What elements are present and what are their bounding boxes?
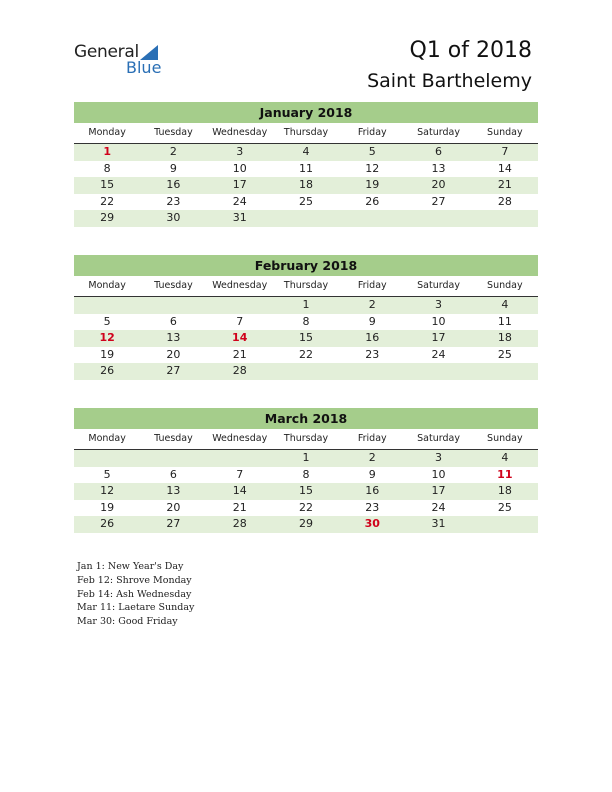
week-row — [74, 161, 538, 178]
weekday-label: Friday — [357, 280, 387, 291]
day-cell: 8 — [302, 467, 310, 481]
logo-text-blue: Blue — [126, 58, 162, 77]
day-cell: 24 — [431, 500, 446, 514]
day-cell: 21 — [232, 500, 247, 514]
day-cell: 16 — [166, 178, 181, 191]
weekday-label: Thursday — [283, 127, 329, 138]
day-cell: 16 — [365, 331, 380, 344]
holiday-day-cell: 11 — [497, 467, 513, 481]
month-title: February 2018 — [74, 255, 538, 276]
month-calendar-march — [74, 408, 538, 533]
weekday-label: Thursday — [283, 280, 329, 291]
day-cell: 7 — [501, 145, 509, 158]
day-cell — [339, 363, 405, 380]
weekday-label: Sunday — [487, 127, 523, 138]
day-cell: 27 — [166, 517, 181, 530]
day-cell — [405, 210, 471, 227]
day-cell: 9 — [169, 161, 177, 175]
day-cell: 28 — [497, 194, 512, 208]
day-cell: 11 — [298, 161, 313, 175]
week-row — [74, 500, 538, 517]
day-cell: 10 — [431, 467, 446, 481]
weekday-label: Saturday — [417, 280, 460, 291]
day-cell — [405, 363, 471, 380]
day-cell: 4 — [501, 451, 509, 464]
day-cell: 2 — [368, 298, 376, 311]
day-cell: 7 — [236, 467, 244, 481]
month-calendar-january — [74, 102, 538, 227]
day-cell — [273, 363, 339, 380]
holiday-day-cell: 14 — [232, 331, 248, 344]
day-cell: 18 — [497, 331, 512, 344]
day-cell: 19 — [365, 178, 380, 191]
day-cell: 26 — [365, 194, 380, 208]
day-cell: 15 — [298, 331, 313, 344]
day-cell: 10 — [431, 314, 446, 328]
weekday-label: Thursday — [283, 433, 329, 444]
day-cell: 20 — [166, 347, 181, 361]
holiday-note: Mar 30: Good Friday — [77, 616, 178, 628]
day-cell: 14 — [497, 161, 512, 175]
week-row — [74, 194, 538, 211]
day-cell — [207, 450, 273, 467]
weekday-label: Friday — [357, 127, 387, 138]
day-cell: 19 — [100, 347, 115, 361]
day-cell: 29 — [298, 517, 313, 530]
day-cell: 30 — [166, 211, 181, 224]
weekday-label: Monday — [88, 127, 126, 138]
holiday-notes — [77, 560, 194, 629]
logo-text-general: General — [74, 42, 139, 62]
week-row — [74, 467, 538, 484]
day-cell: 4 — [501, 298, 509, 311]
month-title: January 2018 — [74, 102, 538, 123]
day-cell: 22 — [298, 347, 313, 361]
day-cell: 24 — [232, 194, 247, 208]
weekday-label: Tuesday — [154, 433, 193, 444]
day-cell: 1 — [302, 298, 310, 311]
day-cell: 10 — [232, 161, 247, 175]
day-cell: 5 — [103, 467, 111, 481]
week-row — [74, 177, 538, 194]
day-cell: 3 — [236, 145, 244, 158]
day-cell: 13 — [166, 484, 181, 497]
day-cell: 9 — [368, 314, 376, 328]
holiday-day-cell: 12 — [99, 331, 115, 344]
day-cell: 27 — [431, 194, 446, 208]
weekday-label: Saturday — [417, 127, 460, 138]
day-cell — [472, 516, 538, 533]
day-cell: 21 — [232, 347, 247, 361]
day-cell: 21 — [497, 178, 512, 191]
month-calendar-february — [74, 255, 538, 380]
weekday-header-row — [74, 429, 538, 450]
day-cell: 18 — [298, 178, 313, 191]
day-cell: 17 — [431, 484, 446, 497]
day-cell: 25 — [497, 500, 512, 514]
day-cell: 17 — [431, 331, 446, 344]
day-cell: 18 — [497, 484, 512, 497]
day-cell: 15 — [100, 178, 115, 191]
day-cell — [140, 450, 206, 467]
day-cell: 11 — [497, 314, 512, 328]
day-cell — [472, 210, 538, 227]
week-row — [74, 297, 538, 314]
day-cell — [472, 363, 538, 380]
day-cell: 15 — [298, 484, 313, 497]
weekday-label: Sunday — [487, 280, 523, 291]
day-cell: 22 — [298, 500, 313, 514]
day-cell: 20 — [166, 500, 181, 514]
week-row — [74, 144, 538, 161]
day-cell: 28 — [232, 517, 247, 530]
day-cell — [339, 210, 405, 227]
page-title: Q1 of 2018 — [409, 38, 532, 63]
day-cell: 31 — [232, 211, 247, 224]
day-cell — [273, 210, 339, 227]
holiday-day-cell: 1 — [103, 145, 111, 158]
weekday-label: Saturday — [417, 433, 460, 444]
day-cell: 7 — [236, 314, 244, 328]
day-cell — [74, 450, 140, 467]
weekday-label: Wednesday — [212, 127, 268, 138]
weekday-label: Wednesday — [212, 433, 268, 444]
weekday-label: Tuesday — [154, 127, 193, 138]
weekday-header-row — [74, 123, 538, 144]
day-cell: 23 — [166, 194, 181, 208]
day-cell: 12 — [100, 484, 115, 497]
day-cell: 4 — [302, 145, 310, 158]
day-cell: 9 — [368, 467, 376, 481]
day-cell: 8 — [302, 314, 310, 328]
day-cell: 28 — [232, 364, 247, 377]
week-row — [74, 483, 538, 500]
day-cell: 3 — [435, 451, 443, 464]
day-cell: 5 — [103, 314, 111, 328]
holiday-note: Feb 12: Shrove Monday — [77, 574, 192, 586]
day-cell: 22 — [100, 194, 115, 208]
day-cell — [74, 297, 140, 314]
day-cell: 25 — [497, 347, 512, 361]
day-cell: 14 — [232, 484, 247, 497]
month-title: March 2018 — [74, 408, 538, 429]
logo — [74, 42, 174, 78]
day-cell: 3 — [435, 298, 443, 311]
day-cell: 13 — [431, 161, 446, 175]
day-cell: 26 — [100, 517, 115, 530]
weekday-label: Tuesday — [154, 280, 193, 291]
day-cell: 23 — [365, 347, 380, 361]
day-cell: 20 — [431, 178, 446, 191]
day-cell: 24 — [431, 347, 446, 361]
week-row — [74, 363, 538, 380]
day-cell: 19 — [100, 500, 115, 514]
day-cell: 31 — [431, 517, 446, 530]
week-row — [74, 347, 538, 364]
day-cell: 27 — [166, 364, 181, 377]
weekday-header-row — [74, 276, 538, 297]
week-row — [74, 450, 538, 467]
day-cell: 5 — [368, 145, 376, 158]
day-cell: 8 — [103, 161, 111, 175]
day-cell: 17 — [232, 178, 247, 191]
day-cell: 23 — [365, 500, 380, 514]
week-row — [74, 330, 538, 347]
day-cell: 1 — [302, 451, 310, 464]
day-cell: 13 — [166, 331, 181, 344]
page-subtitle: Saint Barthelemy — [367, 70, 532, 92]
day-cell: 16 — [365, 484, 380, 497]
day-cell — [207, 297, 273, 314]
weekday-label: Sunday — [487, 433, 523, 444]
weekday-label: Wednesday — [212, 280, 268, 291]
holiday-note: Feb 14: Ash Wednesday — [77, 588, 192, 600]
day-cell — [140, 297, 206, 314]
day-cell: 2 — [368, 451, 376, 464]
day-cell: 12 — [365, 161, 380, 175]
holiday-note: Mar 11: Laetare Sunday — [77, 602, 195, 614]
weekday-label: Friday — [357, 433, 387, 444]
day-cell: 6 — [169, 314, 177, 328]
holiday-note: Jan 1: New Year's Day — [77, 561, 184, 572]
day-cell: 26 — [100, 364, 115, 377]
week-row — [74, 516, 538, 533]
week-row — [74, 314, 538, 331]
weekday-label: Monday — [88, 433, 126, 444]
weekday-label: Monday — [88, 280, 126, 291]
day-cell: 2 — [169, 145, 177, 158]
holiday-day-cell: 30 — [364, 517, 380, 530]
day-cell: 6 — [435, 145, 443, 158]
day-cell: 6 — [169, 467, 177, 481]
day-cell: 25 — [298, 194, 313, 208]
week-row — [74, 210, 538, 227]
day-cell: 29 — [100, 211, 115, 224]
